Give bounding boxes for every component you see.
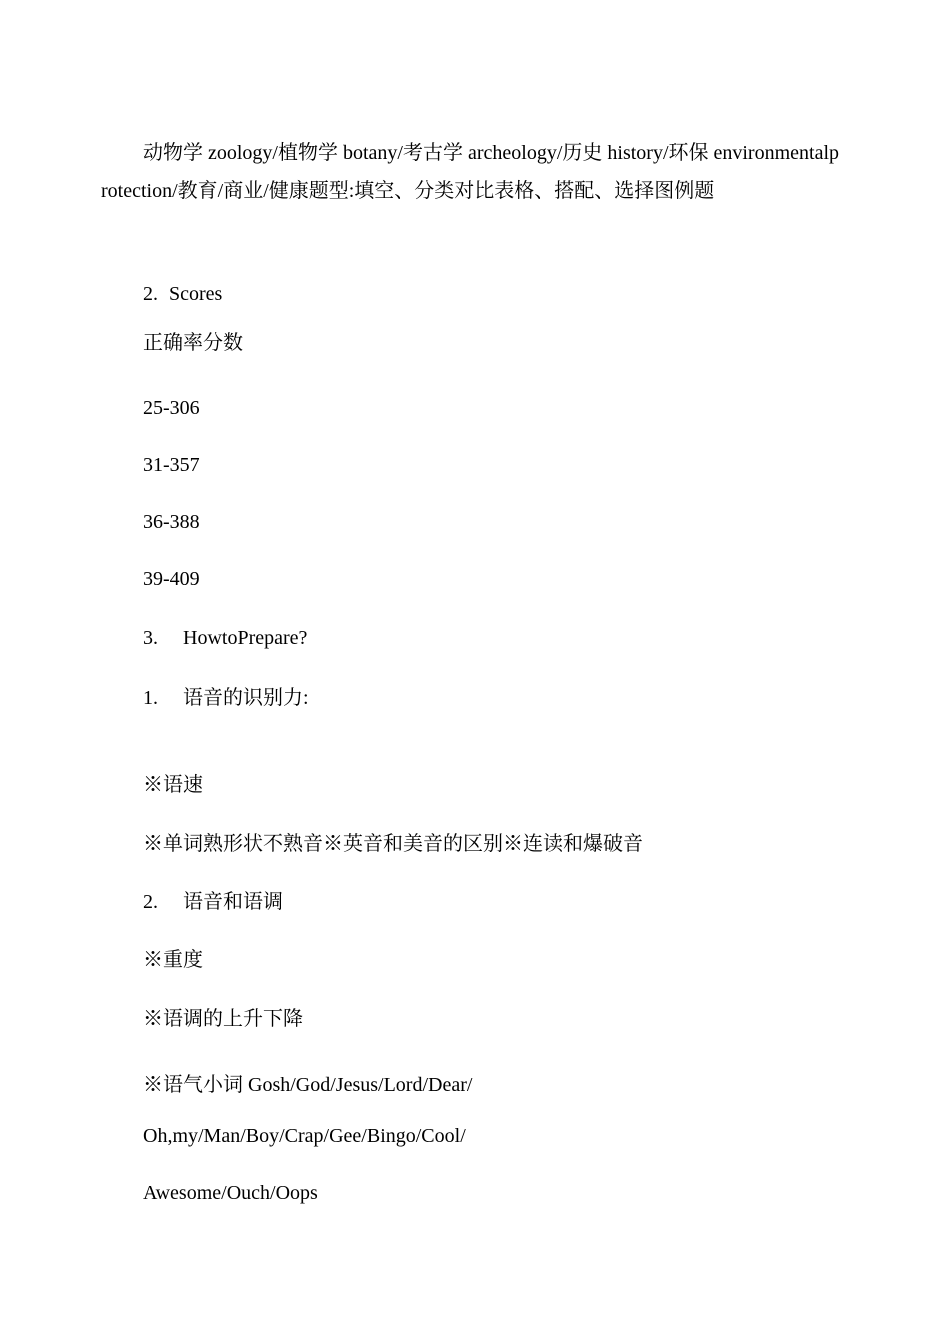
item-1-point: ※语速 — [143, 774, 203, 796]
item-1-heading — [143, 686, 309, 710]
score-row: 31-357 — [143, 454, 200, 476]
item-title: 语音的识别力: — [183, 687, 309, 709]
item-title: 语音和语调 — [183, 891, 283, 913]
item-1-point: ※单词熟形状不熟音※英音和美音的区别※连读和爆破音 — [143, 833, 643, 855]
score-row: 36-388 — [143, 511, 200, 533]
section-title: Scores — [169, 283, 223, 305]
section-number: 2. — [143, 283, 158, 305]
score-row: 39-409 — [143, 568, 200, 590]
item-2-point: ※重度 — [143, 949, 203, 971]
scores-header: 正确率分数 — [143, 332, 243, 354]
item-number: 2. — [143, 891, 158, 913]
section-scores-heading — [143, 282, 222, 306]
section-prepare-heading — [143, 626, 307, 650]
interjections-line: ※语气小词 Gosh/God/Jesus/Lord/Dear/ — [143, 1074, 473, 1096]
item-2-point: ※语调的上升下降 — [143, 1008, 303, 1030]
section-title: HowtoPrepare? — [183, 627, 308, 649]
interjections-line: Oh,my/Man/Boy/Crap/Gee/Bingo/Cool/ — [143, 1125, 466, 1147]
item-2-heading — [143, 890, 283, 914]
intro-paragraph: 动物学 zoology/植物学 botany/考古学 archeology/历史 history/环保 environmentalprotection/教育/商业/健康题型:填空、分类对比表格、搭配、选择图例题 — [101, 142, 840, 202]
section-number: 3. — [143, 627, 158, 649]
interjections-line: Awesome/Ouch/Oops — [143, 1182, 318, 1204]
item-number: 1. — [143, 687, 158, 709]
score-row: 25-306 — [143, 397, 200, 419]
